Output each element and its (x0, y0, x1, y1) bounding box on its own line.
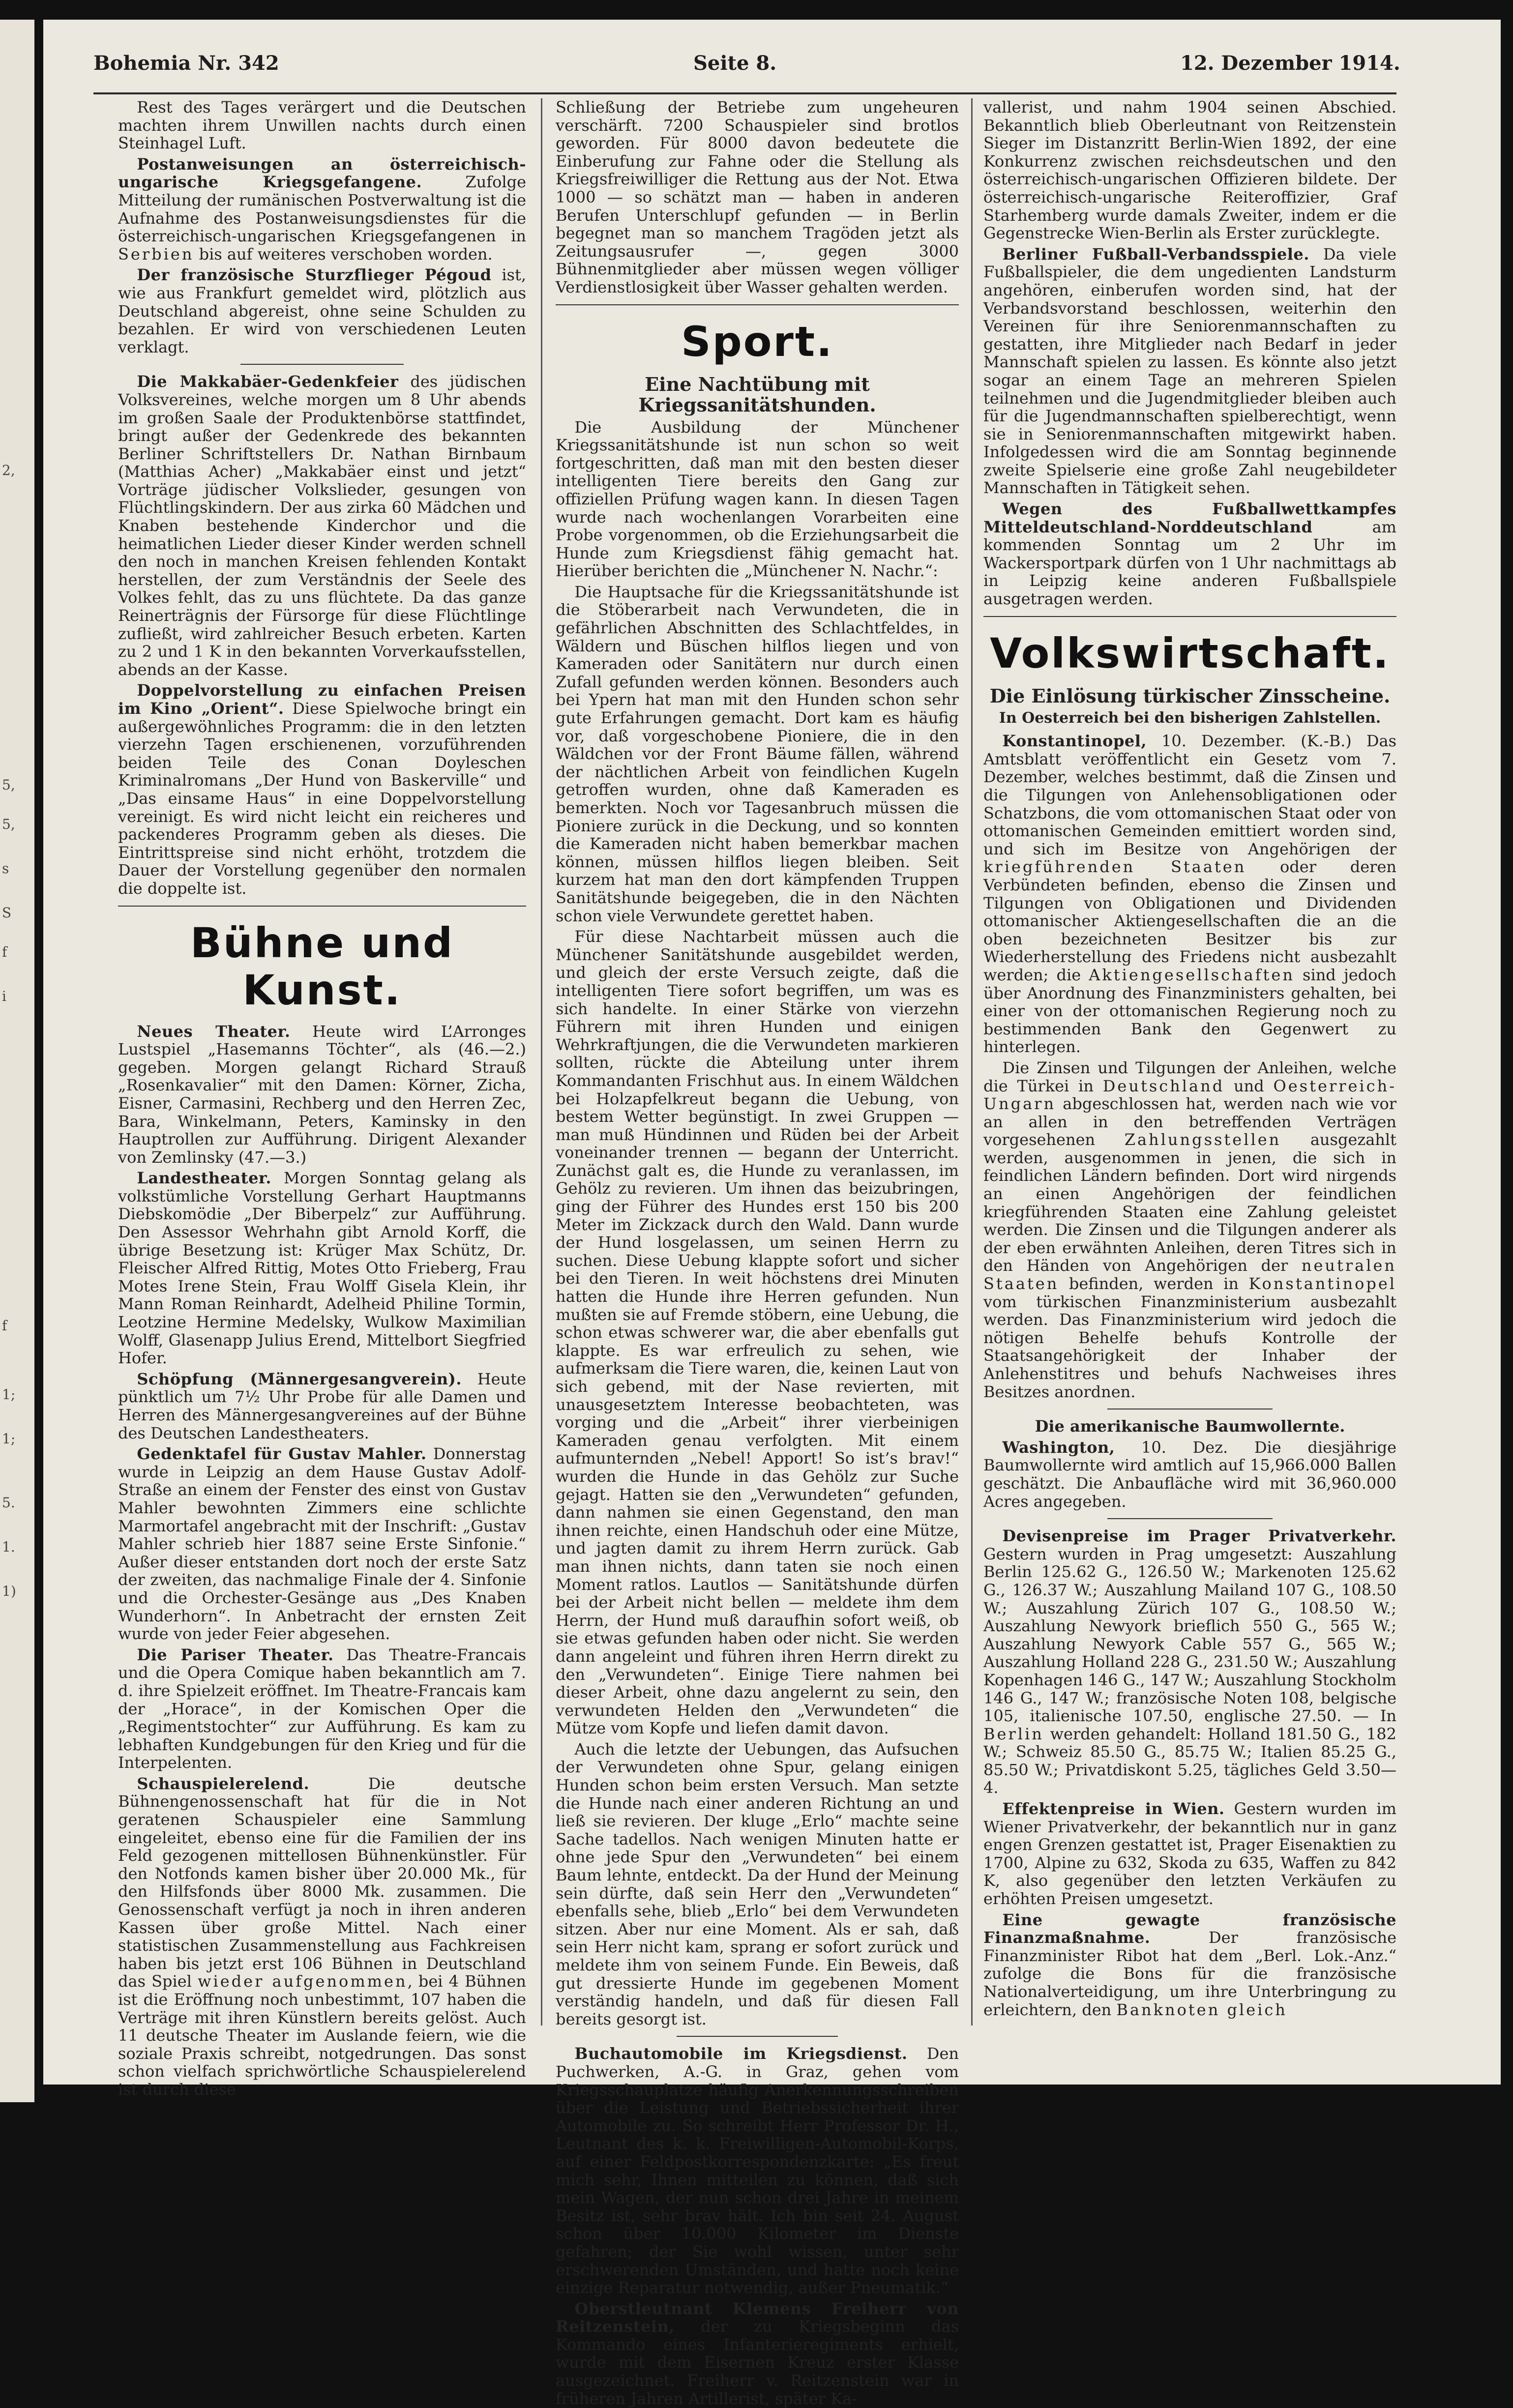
article-paragraph: Die Hauptsache für die Kriegssanitätshunde ist die Stöberarbeit nach Verwundeten, die in gefährlichen Abschnitten des Schlachtfeldes, in Wäldern und Büschen hilflos liegen und von Kameraden oder Sanitätern nur durch einen Zufall gefunden werden können. Besonders auch bei Ypern hat man mit den Hunden schon sehr gute Erfahrungen gemacht. Dort kam es häufig vor, daß vorgeschobene Pioniere, die in den Wäldchen vor der Front Bäume fällen, während der nächtlichen Arbeit von feindlichen Kugeln getroffen wurden, ohne daß Kameraden es bemerkten. Noch vor Tagesanbruch müssen die Pioniere zurück in die Deckung, und so konnten die Kameraden nicht haben bemerkbar machen können, müssen hilflos liegen bleiben. Seit kurzem hat man den dort kämpfenden Truppen Sanitätshunde beigegeben, die in den Nächten schon viele Verwundete gerettet haben. (556, 582, 959, 925)
news-item-neues-theater: Neues Theater. Heute wird L’Arronges Lustspiel „Hasemanns Töchter“, als (46.—2.) gegeben. Morgen gelangt Richard Strauß „Rosenkavalier“ mit den Damen: Körner, Zicha, Eisner, Carmasini, Rechberg und den Herren Zec, Bara, Winkelmann, Peters, Kaminsky in den Hauptrollen zur Aufführung. Dirigent Alexander von Zemlinsky (47.—3.) (118, 1022, 526, 1167)
article-headline-sanitaetshunde: Eine Nachtübung mit Kriegssanitätshunden. (638, 373, 876, 416)
news-item-pegoud: Der französische Sturzflieger Pégoud ist, wie aus Frankfurt gemeldet wird, plötzlich aus Deutschland abgereist, ohne seine Schulden zu bezahlen. Er wird von verschiedenen Leuten verklagt. (118, 265, 527, 356)
article-headline-baumwollernte: Die amerikanische Baumwollernte. (1035, 1417, 1345, 1436)
separator-rule (1107, 1409, 1273, 1410)
prev-page-fragment: f (2, 1318, 7, 1334)
prev-page-fragment: 1) (2, 1583, 16, 1599)
news-item-title: Landestheater. (137, 1169, 271, 1188)
prev-page-fragment: 1; (2, 1386, 16, 1403)
article-subheadline: In Oesterreich bei den bisherigen Zahlstellen. (999, 709, 1381, 727)
separator-rule (1107, 1518, 1273, 1519)
column-3 (983, 98, 1396, 2026)
news-item-finanzmassnahme: Eine gewagte französische Finanzmaßnahme. Der französische Finanzminister Ribot hat dem „Berl. Lok.-Anz.“ zufolge die Bons für die französische Nationalverteidigung, um ihre Unterbringung zu erleichtern, den Banknoten gleich (983, 1910, 1396, 2019)
separator-rule (677, 2036, 838, 2037)
prev-page-fragment: 5, (2, 777, 15, 793)
news-item-devisenpreise: Devisenpreise im Prager Privatverkehr. Gestern wurden in Prag umgesetzt: Auszahlung Berlin 125.62 G., 126.50 W.; Markenoten 125.62 G., 126.37 W.; Auszahlung Mailand 107 G., 108.50 W.; Auszahlung Zürich 107 G., 108.50 W.; Auszahlung Newyork brieflich 550 G., 565 W.; Auszahlung Newyork Cable 557 G., 565 W.; Auszahlung Holland 228 G., 231.50 W.; Auszahlung Kopenhagen 146 G., 147 W.; Auszahlung Stockholm 146 G., 147 W.; französische Noten 108, belgische 105, italienische 107.50, englische 27.50. — In Berlin werden gehandelt: Holland 181.50 G., 182 W.; Schweiz 85.50 G., 85.75 W.; Italien 85.25 G., 85.50 W.; Privatdiskont 5.25, tägliches Geld 3.50—4. (983, 1527, 1396, 1797)
prev-page-fragment: s (2, 860, 9, 877)
news-item-fussballwettkampf: Wegen des Fußballwettkampfes Mitteldeutschland-Norddeutschland am kommenden Sonntag um 2 Uhr im Wackersportpark dürfen von 1 Uhr nachmittags ab in Leipzig keine anderen Fußballspiele ausgetragen werden. (983, 499, 1396, 609)
news-item-title: Der französische Sturzflieger Pégoud (137, 265, 492, 285)
news-item-title: Schauspielerelend. (137, 1774, 310, 1793)
article-headline-zinsscheine: Die Einlösung türkischer Zinsscheine. (989, 684, 1391, 707)
news-item-landestheater: Landestheater. Morgen Sonntag gelang als volkstümliche Vorstellung Gerhart Hauptmanns Diebskomödie „Der Biberpelz“ zur Aufführung. Den Assessor Wehrhahn gibt Arnold Korff, die übrige Besetzung ist: Krüger Max Schütz, Dr. Fleischer Alfred Rittig, Motes Otto Frieberg, Frau Motes Irene Stein, Frau Wolff Gisela Klein, ihr Mann Roman Reinhardt, Adelheid Philine Tormin, Leotzine Hermine Medelsky, Wulkow Maximilian Wolff, Glasenapp Julius Erend, Mittelbort Siegfried Hofer. (118, 1169, 526, 1368)
section-heading-volkswirtschaft: Volkswirtschaft. (990, 629, 1390, 677)
article-paragraph: vallerist, und nahm 1904 seinen Abschied. Bekanntlich blieb Oberleutnant von Reitzenstein Sieger im Distanzritt Berlin-Wien 1892, der eine Konkurrenz zwischen reichsdeutschen und den österreichisch-ungarischen Offizieren bildete. Der österreichisch-ungarische Reiteroffizier, Graf Starhemberg wurde damals Zweiter, indem er die Gegenstrecke Wien-Berlin als Erster zurücklegte. (983, 98, 1396, 243)
news-item-postanweisungen: Postanweisungen an österreichisch-ungarische Kriegsgefangene. Zufolge Mitteilung der rumänischen Postverwaltung ist die Aufnahme des Postanweisungsdienstes für die österreichisch-ungarischen Kriegsgefangenen in Serbien bis auf weiteres verschoben worden. (118, 154, 526, 264)
running-header-publication: Bohemia Nr. 342 (93, 52, 279, 75)
dateline: Konstantinopel, (1002, 732, 1147, 751)
article-paragraph: Washington, 10. Dez. Die diesjährige Baumwollernte wird amtlich auf 15,966.000 Ballen geschätzt. Die Anbaufläche wird mit 36,960.000 Acres angegeben. (983, 1438, 1396, 1511)
article-paragraph: Rest des Tages verärgert und die Deutschen machten ihrem Unwillen nachts durch einen Steinhagel Luft. (118, 98, 526, 153)
prev-page-fragment: 1; (2, 1431, 16, 1447)
column-1 (118, 98, 527, 2099)
header-rule (93, 92, 1396, 94)
news-item-mahler: Gedenktafel für Gustav Mahler. Donnerstag wurde in Leipzig an dem Hause Gustav Adolf-Straße an einem der Fenster des einst von Gustav Mahler bewohnten Zimmers eine schlichte Marmortafel angebracht mit der Inschrift: „Gustav Mahler schrieb hier 1887 seine Erste Sinfonie.“ Außer dieser entstanden dort noch der erste Satz der zweiten, das nachmalige Finale der 4. Sinfonie und die Orchester-Gesänge aus „Des Knaben Wunderhorn“. In Anbetracht der ernsten Zeit wurde von jeder Feier abgesehen. (118, 1444, 527, 1644)
news-item-effektenpreise: Effektenpreise in Wien. Gestern wurden im Wiener Privatverkehr, der bekanntlich nur in ganz engen Grenzen gestattet ist, Prager Eisenaktien zu 1700, Alpine zu 632, Skoda zu 635, Waffen zu 842 K, also gegenüber den letzten Verkäufen zu erhöhten Preisen umgesetzt. (983, 1799, 1397, 1909)
news-item-title: Postanweisungen an österreichisch-ungarische Kriegsgefangene. (118, 154, 526, 192)
news-item-title: Neues Theater. (137, 1022, 291, 1041)
news-item-title: Doppelvorstellung zu einfachen Preisen im Kino „Orient“. (118, 681, 526, 718)
article-paragraph: Schließung der Betriebe zum ungeheuren verschärft. 7200 Schauspieler sind brotlos geworden. Für 8000 davon bedeutete die Einberufung zur Fahne oder die Stellung als Kriegsfreiwilliger die Rettung aus der Not. Etwa 1000 — so schätzt man — haben in anderen Berufen Unterschlupf gefunden — in Berlin begegnet man so manchem Tragöden jetzt als Zeitungsausrufer —, gegen 3000 Bühnenmitglieder aber müssen wegen völliger Verdienstlosigkeit über Wasser gehalten werden. (556, 98, 959, 296)
separator-rule (118, 906, 526, 907)
news-item-title: Eine gewagte französische Finanzmaßnahme. (983, 1910, 1396, 1947)
news-item-title: Buchautomobile im Kriegsdienst. (574, 2044, 908, 2063)
news-item-title: Berliner Fußball-Verbandsspiele. (1002, 244, 1309, 264)
news-item-schoepfung: Schöpfung (Männergesangverein). Heute pünktlich um 7½ Uhr Probe für alle Damen und Herren des Männergesangvereines auf der Bühne des Deutschen Landestheaters. (118, 1369, 526, 1442)
news-item-title: Gedenktafel für Gustav Mahler. (137, 1444, 427, 1464)
article-paragraph: Auch die letzte der Uebungen, das Aufsuchen der Verwundeten ohne Spur, gelang einigen Hunden schon beim ersten Versuch. Man setzte die Hunde nach einer anderen Richtung an und ließ sie revieren. Der kluge „Erlo“ machte seine Sache tadellos. Nach wenigen Minuten hatte er ohne jede Spur den „Verwundeten“ bei einem Baum lehnte, entdeckt. Da der Hund der Meinung sein dürfte, daß sein Herr den „Verwundeten“ ebenfalls sehe, blieb „Erlo“ bei dem Verwundeten sitzen. Aber nur eine Moment. Als er sah, daß sein Herr nicht kam, sprang er sofort zurück und meldete ihm von seinem Funde. Ein Beweis, daß gut dressierte Hunde im gegebenen Moment verständig handeln, und daß für diesen Fall bereits gesorgt ist. (556, 1739, 959, 2028)
column-2 (556, 98, 959, 2408)
news-item-title: Die Makkabäer-Gedenkfeier (137, 372, 399, 391)
section-heading-sport: Sport. (681, 317, 833, 366)
prev-page-fragment: 2, (2, 462, 15, 478)
news-item-title: Schöpfung (Männergesangverein). (137, 1369, 462, 1388)
news-item-title: Oberstleutnant Klemens Freiherr von Reitzenstein, (556, 2299, 959, 2336)
prev-page-fragment: i (2, 988, 6, 1004)
previous-page-edge (0, 20, 34, 2102)
article-paragraph: Die Ausbildung der Münchener Kriegssanitätshunde ist nun schon so weit fortgeschritten, daß man mit den besten dieser intelligenten Tiere bereits den Gang zur offiziellen Prüfung wagen kann. In diesen Tagen wurde nach wochenlangen Vorarbeiten eine Probe vorgenommen, ob die Erziehungsarbeit die Hunde zum Kriegsdienst fähig gemacht hat. Hierüber berichten die „Münchener N. Nachr.“: (556, 417, 959, 581)
news-item-makkabaeer: Die Makkabäer-Gedenkfeier des jüdischen Volksvereines, welche morgen um 8 Uhr abends im großen Saale der Produktenbörse stattfindet, bringt außer der Gedenkrede des bekannten Berliner Schriftstellers Dr. Nathan Birnbaum (Matthias Acher) „Makkabäer einst und jetzt“ Vorträge jüdischer Volkslieder, gesungen von Flüchtlingskindern. Der aus zirka 60 Mädchen und Knaben bestehende Kinderchor und die heimatlichen Lieder dieser Kinder werden schnell den noch in manchen Kreisen fehlenden Kontakt herstellen, der zum Verständnis der Seele des Volkes fehlt, das zu uns flüchtete. Da das ganze Reinerträgnis der Fürsorge für diese Flüchtlinge zufließt, wird zahlreicher Besuch erbeten. Karten zu 2 und 1 K in den bekannten Vorverkaufsstellen, abends an der Kasse. (118, 372, 527, 679)
column-rule (971, 98, 973, 2026)
prev-page-fragment: 1. (2, 1539, 15, 1555)
news-item-pariser-theater: Die Pariser Theater. Das Theatre-Francais und die Opera Comique haben bekanntlich am 7. d. ihre Spielzeit eröffnet. Im Theatre-Francais kam der „Horace“, in der Komischen Oper die „Regimentstochter“ zur Aufführung. Es kam zu lebhaften Kundgebungen für den Krieg und für die Interpelenten. (118, 1645, 526, 1772)
news-item-title: Effektenpreise in Wien. (1002, 1799, 1225, 1819)
prev-page-fragment: f (2, 944, 7, 960)
prev-page-fragment: S (2, 905, 12, 921)
news-item-title: Devisenpreise im Prager Privatverkehr. (1002, 1527, 1396, 1546)
news-item-schauspielerelend: Schauspielerelend. Die deutsche Bühnengenossenschaft hat für die in Not geratenen Schauspieler eine Sammlung eingeleitet, ebenso eine für die Familien der ins Feld gezogenen mittellosen Bühnenkünstler. Für den Notfonds kamen bisher über 20.000 Mk., für den Hilfsfonds über 8000 Mk. zusammen. Die Genossenschaft verfügt ja noch in ihren anderen Kassen über große Mittel. Nach einer statistischen Zusammenstellung aus Fachkreisen haben bis jetzt erst 106 Bühnen in Deutschland das Spiel wieder aufgenommen, bei 4 Bühnen ist die Eröffnung noch unbestimmt, 107 haben die Verträge mit ihren Künstlern bereits gelöst. Auch 11 deutsche Theater im Auslande feiern, wie die soziale Praxis schreibt, notgedrungen. Das sonst schon vielfach sprichwörtliche Schauspielerelend ist durch diese (118, 1774, 527, 2099)
article-paragraph: Konstantinopel, 10. Dezember. (K.-B.) Das Amtsblatt veröffentlicht ein Gesetz vom 7. Dezember, welches bestimmt, daß die Zinsen und die Tilgungen von Anlehensobligationen oder Schatzbons, die vom ottomanischen Staat oder von ottomanischen Gemeinden emittiert worden sind, und sich im Besitze von Angehörigen der kriegführenden Staaten oder deren Verbündeten befinden, ebenso die Zinsen und Tilgungen von Obligationen und Dividenden ottomanischer Aktiengesellschaften die an die oben bezeichneten Besitzer bis zur Wiederherstellung des Friedens nicht ausbezahlt werden; die Aktiengesellschaften sind jedoch über Anordnung des Finanzministers gehalten, bei einer von der ottomanischen Regierung noch zu bestimmenden Bank den Gegenwert zu hinterlegen. (983, 732, 1397, 1057)
news-item-reitzenstein: Oberstleutnant Klemens Freiherr von Reitzenstein, der zu Kriegsbeginn das Kommando eines Infanterieregiments erhielt, wurde mit dem Eisernen Kreuz erster Klasse ausgezeichnet. Freiherr v. Reitzenstein war in früheren Jahren Artillerist, später Ka- (556, 2299, 959, 2408)
news-item-fussball-verbandsspiele: Berliner Fußball-Verbandsspiele. Da viele Fußballspieler, die dem ungedienten Landsturm angehören, einberufen worden sind, hat der Verbandsvorstand beschlossen, weiterhin den Vereinen für ihre Seniorenmannschaften zu gestatten, ihre Mitglieder nach Bedarf in jeder Mannschaft spielen zu lassen. Es könnte also jetzt sogar an einem Tage an mehreren Spielen teilnehmen und die Jugendmitglieder bleiben auch für die Jugendmannschaften spielberechtigt, wenn sie in Seniorenmannschaften mitgewirkt haben. Infolgedessen wird die am Sonntag beginnende zweite Spielserie eine große Zahl neugebildeter Mannschaften in Tätigkeit sehen. (983, 244, 1397, 498)
news-item-title: Die Pariser Theater. (137, 1645, 334, 1664)
running-header-page-number: Seite 8. (693, 52, 777, 75)
news-item-title: Wegen des Fußballwettkampfes Mitteldeutschland-Norddeutschland (983, 499, 1396, 536)
article-paragraph: Die Zinsen und Tilgungen der Anleihen, welche die Türkei in Deutschland und Oesterreich-Ungarn abgeschlossen hat, werden nach wie vor an allen in den betreffenden Verträgen vorgesehenen Zahlungsstellen ausgezahlt werden, ausgenommen in jenen, die sich in feindlichen Ländern befinden. Dort wird nirgends an einen Angehörigen der feindlichen kriegführenden Staaten eine Zahlung geleistet werden. Die Zinsen und die Tilgungen anderer als der eben erwähnten Anleihen, deren Titres sich in den Händen von Angehörigen der neutralen Staaten befinden, werden in Konstantinopel vom türkischen Finanzministerium ausbezahlt werden. Das Finanzministerium wird jedoch die nötigen Behelfe behufs Kontrolle der Staatsangehörigkeit der Inhaber der Anlehenstitres und behufs Nachweises ihres Besitzes anordnen. (983, 1058, 1397, 1401)
prev-page-fragment: 5, (2, 816, 15, 832)
article-paragraph: Für diese Nachtarbeit müssen auch die Münchener Sanitätshunde ausgebildet werden, und gleich der erste Versuch zeigte, daß die intelligenten Tiere sofort begriffen, um was es sich handelte. In einer Stärke von vierzehn Führern mit ihren Hunden und einigen Wehrkraftjungen, die die Verwundeten markieren sollten, rückte die Abteilung unter ihrem Kommandanten Frischhut aus. In einem Wäldchen bei Holzapfelkreut begann die Uebung, von bestem Wetter begünstigt. In zwei Gruppen — man muß Hündinnen und Rüden bei der Arbeit voneinander trennen — begann der Unterricht. Zunächst galt es, die Hunde zu veranlassen, im Gehölz zu revieren. Um ihnen das beizubringen, ging der Führer des Hundes erst 150 bis 200 Meter im Zickzack durch den Wald. Dann wurde der Hund losgelassen, um seinen Herrn zu suchen. Diese Uebung klappte sofort und sicher bei den Tieren. In weit höchstens drei Minuten hatten die Hunde ihre Herren gefunden. Nun mußten sie auf Fremde stöbern, eine Uebung, die schon etwas schwerer war, die aber ebenfalls gut klappte. Es war erfreulich zu sehen, wie aufmerksam die Tiere waren, die, keinen Laut von sich gebend, mit der Nase revierten, mit unausgesetztem Interesse beobachteten, was vorging und die „Arbeit“ ihrer vierbeinigen Kameraden genau verfolgten. Mit einem aufmunternden „Nebel! Apport! So ist’s brav!“ wurden die Hunde in das Gehölz zur Suche gejagt. Hatten sie den „Verwundeten“ gefunden, dann nahmen sie einen Gegenstand, den man ihnen reichte, einen Handschuh oder eine Mütze, und jagten damit zu ihrem Herrn zurück. Gab man ihnen nichts, dann taten sie noch einen Moment ratlos. Lautlos — Sanitätshunde dürfen bei der Arbeit nicht bellen — meldete ihm dem Herrn, der Hund muß daraufhin sofort weiß, ob sie etwas gefunden haben oder nicht. Sie werden dann angeleint und führen ihren Herrn direkt zu den „Verwundeten“. Einige Tiere nahmen bei dieser Arbeit, ohne dazu angelernt zu sein, den verwundeten Helden den „Verwundeten“ die Mütze vom Kopfe und liefen damit davon. (556, 927, 959, 1738)
news-item-kino-orient: Doppelvorstellung zu einfachen Preisen im Kino „Orient“. Diese Spielwoche bringt ein außergewöhnliches Programm: die in den letzten vierzehn Tagen erschienenen, vorzuführenden beiden Teile des Conan Doyleschen Kriminalromans „Der Hund von Baskerville“ und „Das einsame Haus“ in eine Doppelvorstellung vereinigt. Es wird nicht leicht ein reicheres und packenderes Programm geben als dieses. Die Eintrittspreise sind nicht erhöht, trotzdem die Dauer der Vorstellung gegenüber den normalen die doppelte ist. (118, 681, 526, 898)
running-header-date: 12. Dezember 1914. (1180, 52, 1400, 75)
prev-page-fragment: 5. (2, 1495, 15, 1511)
column-rule (541, 98, 542, 2026)
dateline: Washington, (1002, 1438, 1115, 1457)
section-heading-buehne-und-kunst: Bühne und Kunst. (190, 918, 454, 1014)
news-item-puchautomobile: Buchautomobile im Kriegsdienst. Den Puchwerken, A.-G. in Graz, gehen vom Kriegsschauplatze häufig Anerkennungsschreiben über die Leistung und Betriebssicherheit ihrer Automobile zu. So schreibt Herr Professor Dr. H., Leutnant des k. k. Freiwilligen-Automobil-Korps, auf einer Feldpostkorrespondenzkarte: „Es freut mich sehr, Ihnen mitteilen zu können, daß sich mein Wagen, der nun schon drei Jahre in meinem Besitz ist, sehr brav hält. Ich bin seit 24. August schon über 10.000 Kilometer im Dienste gefahren; der Sie wohl wissen, unter sehr erschwerenden Umständen, und hatte noch keine einzige Reparatur notwendig, außer Pneumatik.“ (556, 2044, 959, 2297)
separator-rule (983, 616, 1396, 617)
separator-rule (556, 304, 959, 305)
separator-rule (240, 364, 404, 365)
